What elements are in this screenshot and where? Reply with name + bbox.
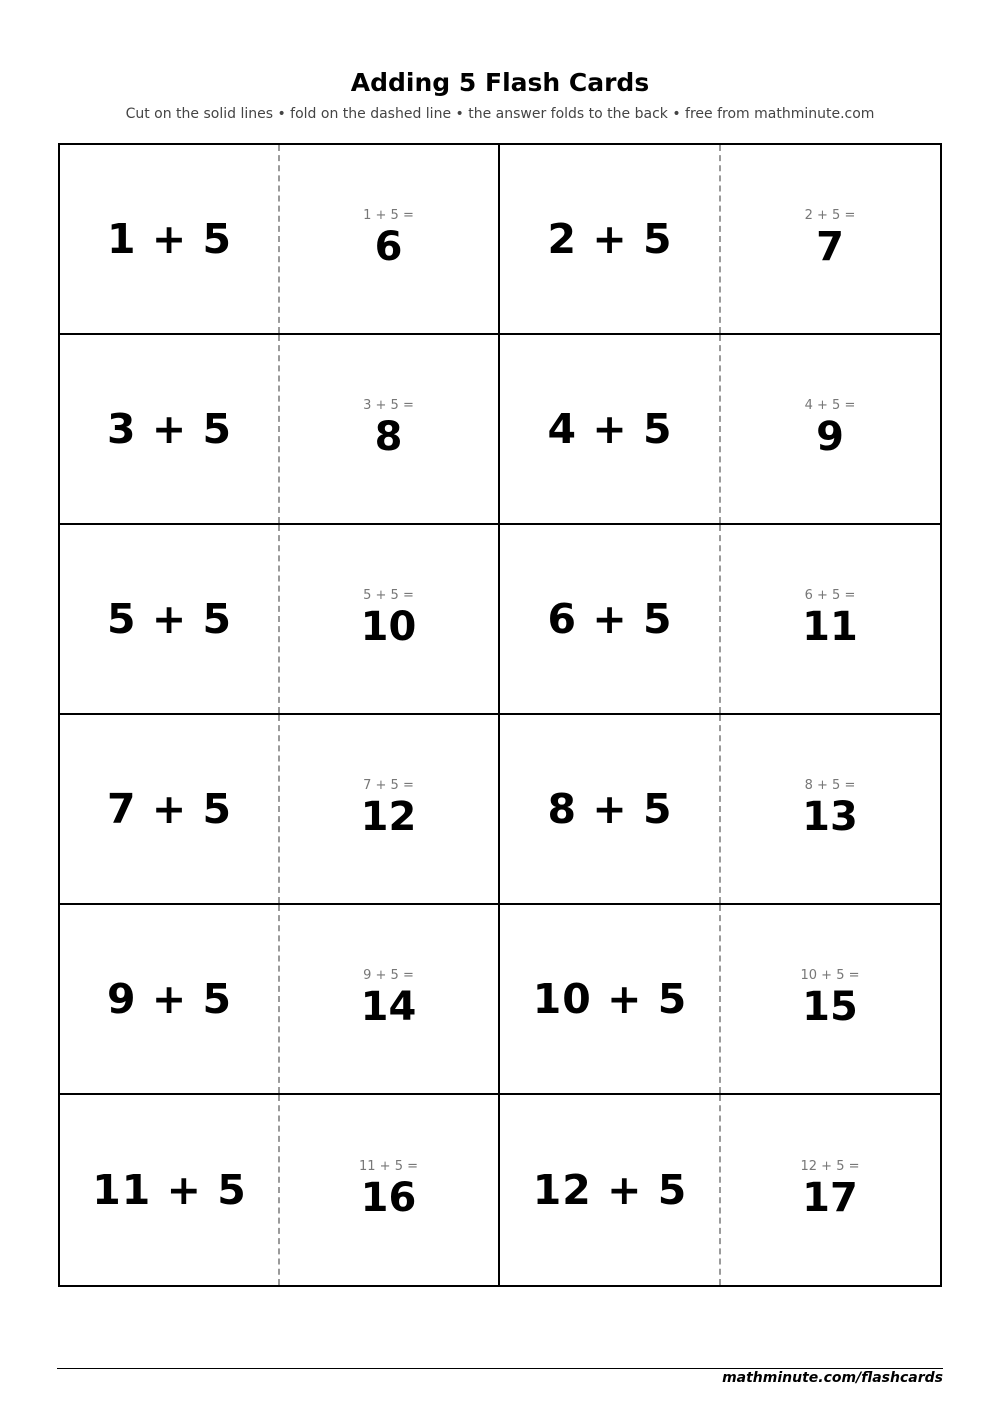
card-back: [279, 145, 498, 333]
card-back-question: 7 + 5 =: [363, 778, 414, 793]
card-front: 10 + 5: [532, 975, 688, 1023]
card-back: [720, 145, 940, 333]
card-back-question: 11 + 5 =: [359, 1159, 418, 1174]
card-front: 9 + 5: [107, 975, 232, 1023]
card-answer: 13: [802, 794, 858, 840]
flashcard: [500, 905, 940, 1095]
card-front: 5 + 5: [107, 595, 232, 643]
flashcard: [60, 1095, 500, 1285]
flashcard: [500, 1095, 940, 1285]
card-back-question: 1 + 5 =: [363, 208, 414, 223]
card-answer: 11: [802, 604, 858, 650]
card-back-question: 4 + 5 =: [804, 398, 856, 413]
card-answer: 7: [816, 224, 844, 270]
flashcard: [500, 715, 940, 905]
card-answer: 14: [360, 984, 417, 1030]
card-back-question: 8 + 5 =: [804, 778, 856, 793]
card-front: 7 + 5: [107, 785, 232, 833]
card-front: 6 + 5: [547, 595, 673, 643]
flashcard-grid: [58, 143, 942, 1287]
page-subtitle: Cut on the solid lines • fold on the dashed line • the answer folds to the back • free from mathminute.com: [125, 106, 875, 122]
card-answer: 17: [802, 1175, 858, 1221]
card-back: [720, 335, 940, 523]
card-back: [279, 715, 498, 903]
card-answer: 6: [374, 224, 403, 270]
card-answer: 12: [360, 794, 417, 840]
card-answer: 15: [802, 984, 858, 1030]
card-back-question: 2 + 5 =: [804, 208, 856, 223]
card-front: 4 + 5: [547, 405, 673, 453]
card-answer: 16: [360, 1175, 417, 1221]
flashcard: [60, 145, 500, 335]
flashcard: [60, 905, 500, 1095]
flashcard: [60, 335, 500, 525]
card-back: [720, 1095, 940, 1285]
card-front: 8 + 5: [547, 785, 673, 833]
flashcard: [60, 715, 500, 905]
card-back: [279, 905, 498, 1093]
card-back: [720, 715, 940, 903]
card-back-question: 12 + 5 =: [800, 1159, 860, 1174]
card-back: [279, 525, 498, 713]
page-title: Adding 5 Flash Cards: [350, 68, 650, 97]
card-front: 2 + 5: [547, 215, 673, 263]
card-answer: 8: [374, 414, 403, 460]
card-back-question: 10 + 5 =: [800, 968, 860, 983]
card-answer: 10: [360, 604, 417, 650]
card-back: [720, 525, 940, 713]
flashcard: [500, 525, 940, 715]
card-front: 12 + 5: [532, 1166, 688, 1214]
flashcard: [500, 335, 940, 525]
card-back: [720, 905, 940, 1093]
card-front: 1 + 5: [107, 215, 232, 263]
card-back-question: 3 + 5 =: [363, 398, 414, 413]
footer-url: mathminute.com/flashcards: [722, 1370, 943, 1386]
card-front: 3 + 5: [107, 405, 232, 453]
flashcard: [60, 525, 500, 715]
card-back: [279, 335, 498, 523]
flashcard: [500, 145, 940, 335]
card-front: 11 + 5: [92, 1166, 247, 1214]
card-back-question: 6 + 5 =: [804, 588, 856, 603]
card-back: [279, 1095, 498, 1285]
card-back-question: 5 + 5 =: [363, 588, 414, 603]
card-back-question: 9 + 5 =: [363, 968, 414, 983]
card-answer: 9: [816, 414, 844, 460]
